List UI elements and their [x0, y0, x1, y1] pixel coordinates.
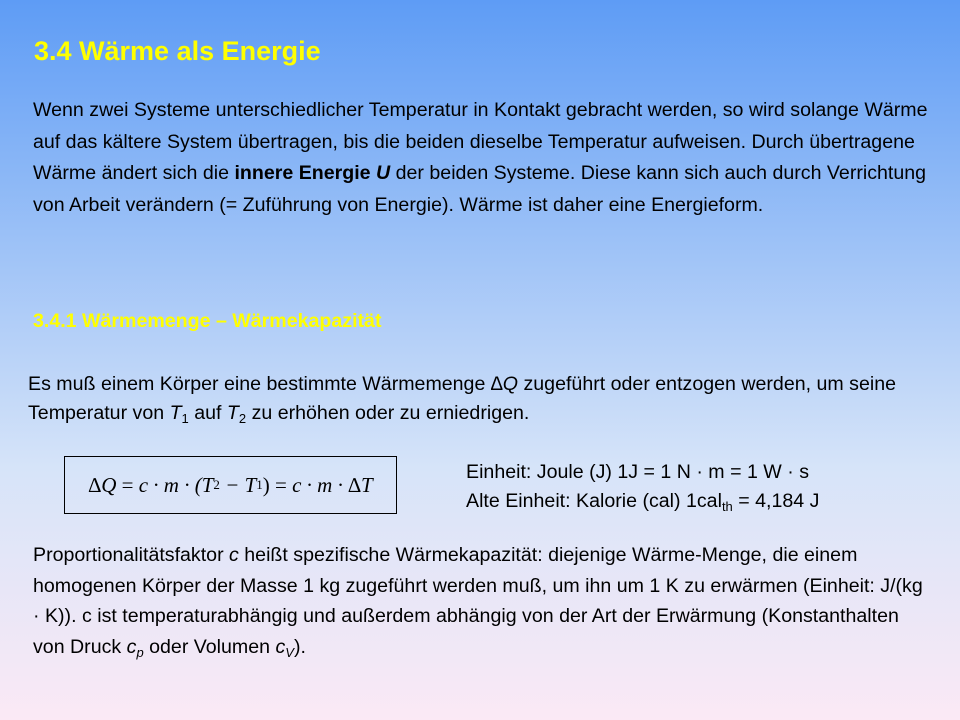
symbol-t2-sub: 2: [238, 411, 247, 426]
capacity-text-1: Proportionalitätsfaktor: [33, 544, 230, 566]
capacity-text-4: ).: [293, 635, 306, 658]
formula-eq1: =: [116, 472, 139, 497]
symbol-cp: c: [126, 635, 137, 658]
capacity-text-2: heißt spezifische Wärmekapazität: diejenige Wärme-Menge, die einem homogenen Körper der Masse 1 kg zugeführt werden muß, um ihn um 1 K zu erwärmen (Einheit: J/(kg · K)). c ist temperaturabhängig und außerdem abhängig von der Art der Erwärmung (Konstanthalten von Druck: [33, 544, 923, 658]
symbol-cp-sub: p: [136, 644, 144, 660]
intro-symbol-u: U: [376, 162, 391, 184]
capacity-paragraph: [33, 540, 933, 662]
symbol-delta-q: ∆Q: [490, 373, 519, 395]
definition-text-4: zu erhöhen oder zu erniedrigen.: [246, 402, 530, 424]
formula-eq2: =: [269, 472, 293, 497]
symbol-t1-sub: 1: [181, 411, 189, 426]
intro-bold-term: innere Energie: [234, 162, 377, 184]
definition-text-3: auf: [188, 402, 227, 424]
capacity-text-3: oder Volumen: [143, 635, 276, 658]
formula-part-a: c · m · (T: [138, 472, 214, 497]
unit-calorie-sub: th: [721, 499, 733, 514]
symbol-t1: T: [169, 402, 182, 424]
formula-minus: − T: [219, 472, 257, 497]
symbol-cv: c: [275, 635, 286, 658]
formula-lhs: ∆Q: [88, 472, 117, 497]
definition-text-2: zugeführt oder entzogen werden, um seine Temperatur von: [28, 373, 897, 424]
unit-calorie-post: = 4,184 J: [732, 490, 820, 512]
intro-text-2: der beiden Systeme. Diese kann sich auch durch Verrichtung von Arbeit verändern (= Zuführung von Energie). Wärme ist daher eine Energieform.: [33, 162, 927, 216]
symbol-t2: T: [226, 402, 239, 424]
section-subtitle: 3.4.1 Wärmemenge – Wärmekapazität: [33, 310, 382, 332]
intro-paragraph: [33, 95, 933, 221]
slide-title: 3.4 Wärme als Energie: [34, 36, 321, 66]
intro-text-1: Wenn zwei Systeme unterschiedlicher Temperatur in Kontakt gebracht werden, so wird solange Wärme auf das kältere System übertragen, bis die beiden dieselbe Temperatur aufweisen. Durch übertragene Wärme ändert sich die: [33, 99, 928, 184]
unit-joule: Einheit: Joule (J) 1J = 1 N · m = 1 W · s: [466, 461, 809, 483]
formula-part-b: c · m · ∆T: [292, 472, 373, 497]
formula-box: ∆Q = c · m · (T 2 − T 1 ) = c · m · ∆T: [64, 456, 397, 514]
formula-close: ): [262, 472, 270, 497]
unit-calorie-pre: Alte Einheit: Kalorie (cal) 1cal: [466, 490, 722, 512]
symbol-cv-sub: V: [285, 644, 294, 660]
definition-paragraph: [28, 370, 948, 428]
units-block: [466, 458, 819, 516]
definition-text-1: Es muß einem Körper eine bestimmte Wärmemenge: [28, 373, 491, 395]
unit-calorie: [466, 487, 819, 516]
symbol-c: c: [229, 544, 239, 566]
